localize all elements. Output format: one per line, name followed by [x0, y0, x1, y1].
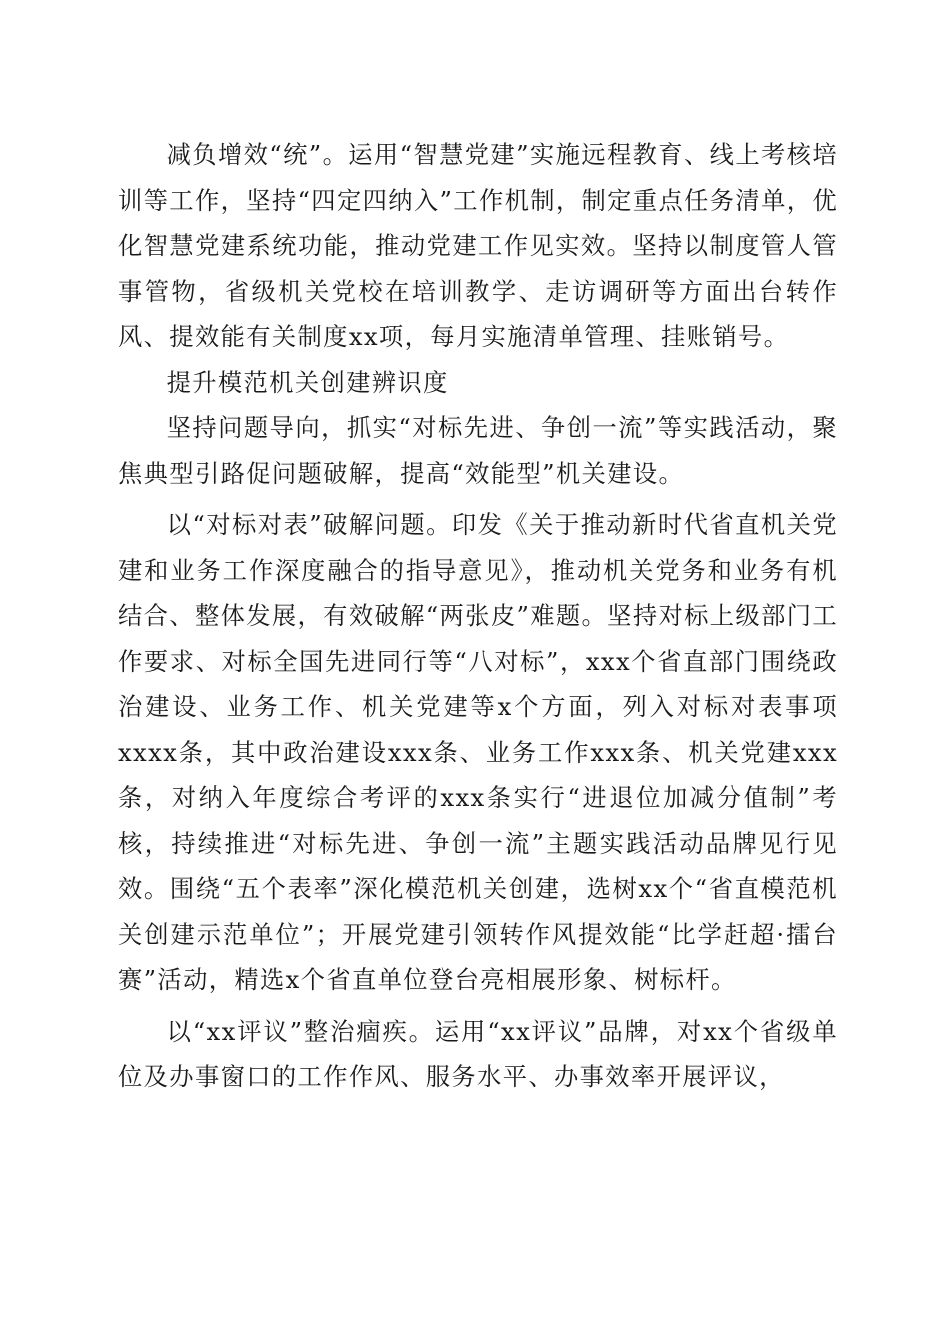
paragraph-problem-orientation: 坚持问题导向，抓实“对标先进、争创一流”等实践活动，聚焦典型引路促问题破解，提高“效能型”机关建设。 [118, 413, 838, 488]
paragraph-reduce-burden: 减负增效“统”。运用“智慧党建”实施远程教育、线上考核培训等工作，坚持“四定四纳入”工作机制，制定重点任务清单，优化智慧党建系统功能，推动党建工作见实效。坚持以制度管人管事管物，省级机关党校在培训教学、走访调研等方面出台转作风、提效能有关制度xx项，每月实施清单管理、挂账销号。 [118, 140, 839, 351]
document-body [118, 132, 838, 1100]
section-heading: 提升模范机关创建辨识度 [166, 367, 449, 397]
paragraph-benchmarking: 以“对标对表”破解问题。印发《关于推动新时代省直机关党建和业务工作深度融合的指导意见》，推动机关党务和业务有机结合、整体发展，有效破解“两张皮”难题。坚持对标上级部门工作要求、对标全国先进同行等“八对标”，xxx个省直部门围绕政治建设、业务工作、机关党建等x个方面，列入对标对表事项xxxx条，其中政治建设xxx条、业务工作xxx条、机关党建xxx条，对纳入年度综合考评的xxx条实行“进退位加减分值制”考核，持续推进“对标先进、争创一流”主题实践活动品牌见行见效。围绕“五个表率”深化模范机关创建，选树xx个“省直模范机关创建示范单位”；开展党建引领转作风提效能“比学赶超·擂台赛”活动，精选x个省直单位登台亮相展形象、树标杆。 [118, 510, 839, 994]
paragraph-review: 以“xx评议”整治痼疾。运用“xx评议”品牌，对xx个省级单位及办事窗口的工作作风、服务水平、办事效率开展评议， [118, 1016, 838, 1091]
